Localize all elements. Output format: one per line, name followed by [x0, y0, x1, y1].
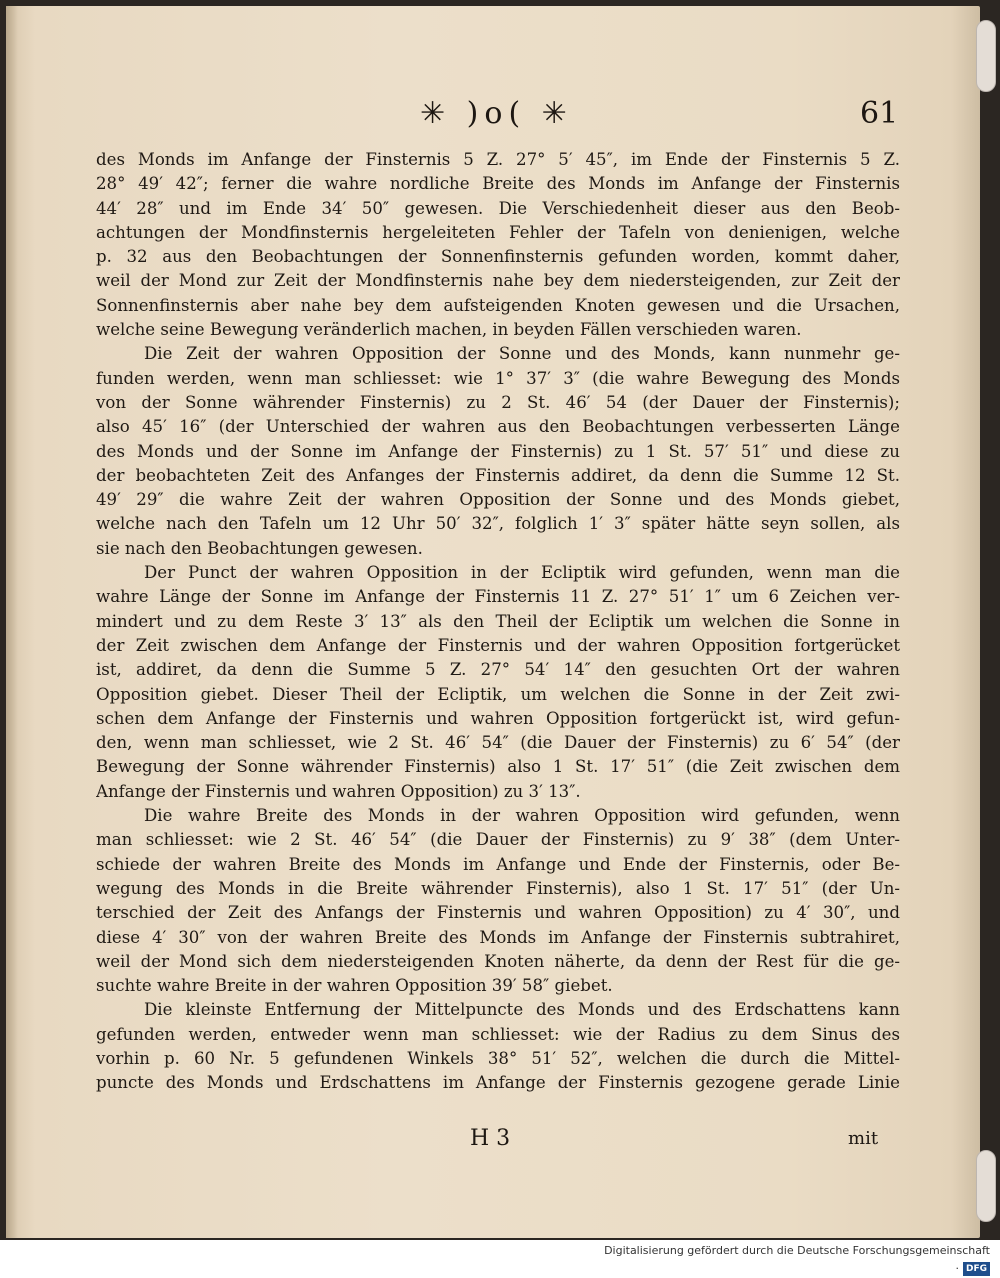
text-line: p. 32 aus den Beobachtungen der Sonnenfinsternis gefunden worden, kommt daher,	[96, 247, 900, 267]
text-line: schen dem Anfange der Finsternis und wahren Opposition fortgerückt ist, wird gefun-	[96, 708, 900, 728]
text-line: mindert und zu dem Reste 3′ 13″ als den Theil der Ecliptik um welchen die Sonne in	[96, 611, 900, 631]
catchword: mit	[848, 1128, 879, 1149]
text-line: ist, addiret, da denn die Summe 5 Z. 27° 54′ 14″ den gesuchten Ort der wahren	[96, 660, 900, 680]
body-text	[96, 148, 900, 1096]
text-line: Sonnenfinsternis aber nahe bey dem aufsteigenden Knoten gewesen und die Ursachen,	[96, 295, 900, 315]
text-line: der Zeit zwischen dem Anfange der Finsternis und der wahren Opposition fortgerücket	[96, 635, 900, 655]
text-line: funden werden, wenn man schliesset: wie 1° 37′ 3″ (die wahre Bewegung des Monds	[96, 368, 900, 388]
text-line: weil der Mond zur Zeit der Mondfinsternis nahe bey dem niedersteigenden, zur Zeit der	[96, 271, 900, 291]
text-line: Bewegung der Sonne währender Finsternis) also 1 St. 17′ 51″ (die Zeit zwischen dem	[96, 757, 900, 777]
text-line: weil der Mond sich dem niedersteigenden Knoten näherte, da denn der Rest für die ge-	[96, 951, 900, 971]
text-line: 44′ 28″ und im Ende 34′ 50″ gewesen. Die Verschiedenheit dieser aus den Beob-	[96, 198, 900, 218]
text-line: welche nach den Tafeln um 12 Uhr 50′ 32″, folglich 1′ 3″ später hätte seyn sollen, als	[96, 514, 900, 534]
page-gutter-shadow	[6, 6, 18, 1238]
text-line: terschied der Zeit des Anfangs der Finsternis und wahren Opposition) zu 4′ 30″, und	[96, 903, 900, 923]
digitization-credit	[600, 1242, 990, 1275]
running-head	[0, 96, 1000, 136]
text-line: diese 4′ 30″ von der wahren Breite des Monds im Anfange der Finsternis subtrahiret,	[96, 927, 900, 947]
text-line: suchte wahre Breite in der wahren Opposition 39′ 58″ giebet.	[96, 976, 613, 996]
text-line: Die Zeit der wahren Opposition der Sonne und des Monds, kann nunmehr ge-	[144, 344, 900, 364]
text-line: 28° 49′ 42″; ferner die wahre nordliche Breite des Monds im Anfange der Finsternis	[96, 174, 900, 194]
text-line: gefunden werden, entweder wenn man schliesset: wie der Radius zu dem Sinus des	[96, 1024, 900, 1044]
text-line: 49′ 29″ die wahre Zeit der wahren Opposition der Sonne und des Monds giebet,	[96, 490, 900, 510]
text-line: wahre Länge der Sonne im Anfange der Finsternis 11 Z. 27° 51′ 1″ um 6 Zeichen ver-	[96, 587, 900, 607]
text-line: von der Sonne währender Finsternis) zu 2 St. 46′ 54 (der Dauer der Finsternis);	[96, 392, 900, 412]
text-line: Die wahre Breite des Monds in der wahren Opposition wird gefunden, wenn	[144, 806, 900, 826]
text-line: den, wenn man schliesset, wie 2 St. 46′ 54″ (die Dauer der Finsternis) zu 6′ 54″ (der	[96, 733, 900, 753]
page-footer	[0, 1126, 1000, 1166]
text-line: wegung des Monds in die Breite währender Finsternis), also 1 St. 17′ 51″ (der Un-	[96, 878, 900, 898]
header-ornament: ✳ )o( ✳	[420, 96, 573, 131]
text-line: achtungen der Mondfinsternis hergeleiteten Fehler der Tafeln von denienigen, welche	[96, 222, 900, 242]
printer-signature: H 3	[470, 1126, 511, 1151]
text-line: Opposition giebet. Dieser Theil der Ecliptik, um welchen die Sonne in der Zeit zwi-	[96, 684, 900, 704]
text-line: der beobachteten Zeit des Anfanges der Finsternis addiret, da denn die Summe 12 St.	[96, 465, 900, 485]
text-line: des Monds im Anfange der Finsternis 5 Z. 27° 5′ 45″, im Ende der Finsternis 5 Z.	[96, 150, 900, 169]
text-line: vorhin p. 60 Nr. 5 gefundenen Winkels 38° 51′ 52″, welchen die durch die Mittel-	[96, 1048, 900, 1068]
text-line: des Monds und der Sonne im Anfange der Finsternis) zu 1 St. 57′ 51″ und diese zu	[96, 441, 900, 461]
page-clip-top	[976, 20, 996, 92]
text-line: man schliesset: wie 2 St. 46′ 54″ (die Dauer der Finsternis) zu 9′ 38″ (dem Unter-	[96, 830, 900, 850]
text-line: sie nach den Beobachtungen gewesen.	[96, 538, 423, 558]
text-line: puncte des Monds und Erdschattens im Anfange der Finsternis gezogene gerade Linie	[96, 1073, 900, 1093]
text-line: schiede der wahren Breite des Monds im Anfange und Ende der Finsternis, oder Be-	[96, 854, 900, 874]
page-number: 61	[860, 96, 899, 131]
dfg-logo[interactable]: DFG	[963, 1262, 990, 1276]
text-line: Die kleinste Entfernung der Mittelpuncte des Monds und des Erdschattens kann	[144, 1000, 900, 1020]
credit-text: Digitalisierung gefördert durch die Deutsche Forschungsgemeinschaft ·	[604, 1244, 990, 1275]
text-line: Der Punct der wahren Opposition in der Ecliptik wird gefunden, wenn man die	[144, 563, 900, 583]
text-line: Anfange der Finsternis und wahren Opposition) zu 3′ 13″.	[96, 781, 581, 801]
text-line: also 45′ 16″ (der Unterschied der wahren aus den Beobachtungen verbesserten Länge	[96, 417, 900, 437]
text-line: welche seine Bewegung veränderlich machen, in beyden Fällen verschieden waren.	[96, 320, 802, 340]
